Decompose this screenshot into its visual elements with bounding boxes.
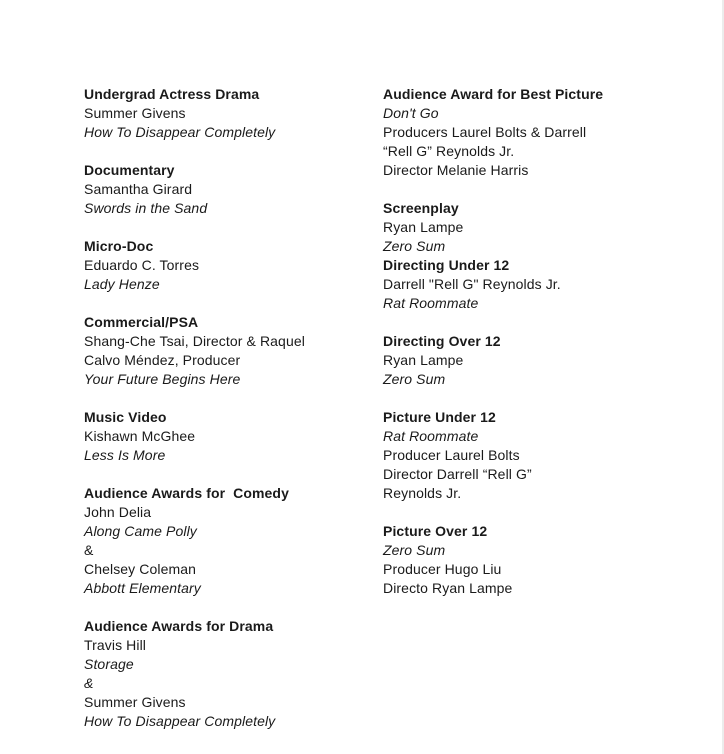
film-title: Zero Sum bbox=[383, 238, 446, 254]
winner-text: Samantha Girard bbox=[84, 181, 193, 197]
film-title: & bbox=[84, 675, 94, 691]
winner-text: Darrell "Rell G" Reynolds Jr. bbox=[383, 276, 561, 292]
award-category-heading: Directing Over 12 bbox=[383, 333, 501, 349]
award-category-heading: Audience Awards for Comedy bbox=[84, 485, 289, 501]
winner-text: Summer Givens bbox=[84, 694, 186, 710]
spacer bbox=[84, 389, 374, 408]
film-title: Storage bbox=[84, 656, 134, 672]
film-title: Rat Roommate bbox=[383, 295, 479, 311]
award-category-heading: Directing Under 12 bbox=[383, 257, 510, 273]
winner-text: Ryan Lampe bbox=[383, 219, 464, 235]
film-title: Swords in the Sand bbox=[84, 200, 208, 216]
spacer bbox=[383, 389, 683, 408]
winner-text: John Delia bbox=[84, 504, 152, 520]
spacer bbox=[84, 598, 374, 617]
winner-text: Producer Laurel Bolts bbox=[383, 447, 520, 463]
winner-text: Director Melanie Harris bbox=[383, 162, 529, 178]
spacer bbox=[84, 142, 374, 161]
left-column bbox=[84, 85, 374, 731]
award-category-heading: Screenplay bbox=[383, 200, 459, 216]
winner-text: Shang-Che Tsai, Director & Raquel bbox=[84, 333, 305, 349]
award-category-heading: Picture Under 12 bbox=[383, 409, 496, 425]
winner-text: Summer Givens bbox=[84, 105, 186, 121]
film-title: How To Disappear Completely bbox=[84, 713, 276, 729]
film-title: Your Future Begins Here bbox=[84, 371, 241, 387]
winner-text: & bbox=[84, 542, 94, 558]
award-category-heading: Commercial/PSA bbox=[84, 314, 199, 330]
winner-text: Chelsey Coleman bbox=[84, 561, 196, 577]
award-category-heading: Audience Awards for Drama bbox=[84, 618, 274, 634]
award-category-heading: Micro-Doc bbox=[84, 238, 154, 254]
film-title: Zero Sum bbox=[383, 542, 446, 558]
spacer bbox=[84, 294, 374, 313]
film-title: Don't Go bbox=[383, 105, 439, 121]
film-title: Along Came Polly bbox=[84, 523, 197, 539]
film-title: Rat Roommate bbox=[383, 428, 479, 444]
film-title: Less Is More bbox=[84, 447, 166, 463]
winner-text: Producer Hugo Liu bbox=[383, 561, 502, 577]
spacer bbox=[383, 180, 683, 199]
film-title: How To Disappear Completely bbox=[84, 124, 276, 140]
film-title: Lady Henze bbox=[84, 276, 160, 292]
winner-text: Calvo Méndez, Producer bbox=[84, 352, 241, 368]
winner-text: Reynolds Jr. bbox=[383, 485, 462, 501]
winner-text: Travis Hill bbox=[84, 637, 147, 653]
winner-text: Kishawn McGhee bbox=[84, 428, 196, 444]
film-title: Zero Sum bbox=[383, 371, 446, 387]
award-category-heading: Audience Award for Best Picture bbox=[383, 86, 604, 102]
film-title: Abbott Elementary bbox=[84, 580, 201, 596]
winner-text: Producers Laurel Bolts & Darrell bbox=[383, 124, 587, 140]
spacer bbox=[383, 503, 683, 522]
winner-text: Director Darrell “Rell G” bbox=[383, 466, 532, 482]
award-category-heading: Documentary bbox=[84, 162, 175, 178]
winner-text: “Rell G” Reynolds Jr. bbox=[383, 143, 515, 159]
award-category-heading: Music Video bbox=[84, 409, 167, 425]
spacer bbox=[84, 218, 374, 237]
right-column bbox=[383, 85, 683, 598]
winner-text: Ryan Lampe bbox=[383, 352, 464, 368]
winner-text: Directo Ryan Lampe bbox=[383, 580, 513, 596]
spacer bbox=[383, 313, 683, 332]
award-category-heading: Picture Over 12 bbox=[383, 523, 488, 539]
award-category-heading: Undergrad Actress Drama bbox=[84, 86, 260, 102]
winner-text: Eduardo C. Torres bbox=[84, 257, 200, 273]
spacer bbox=[84, 465, 374, 484]
